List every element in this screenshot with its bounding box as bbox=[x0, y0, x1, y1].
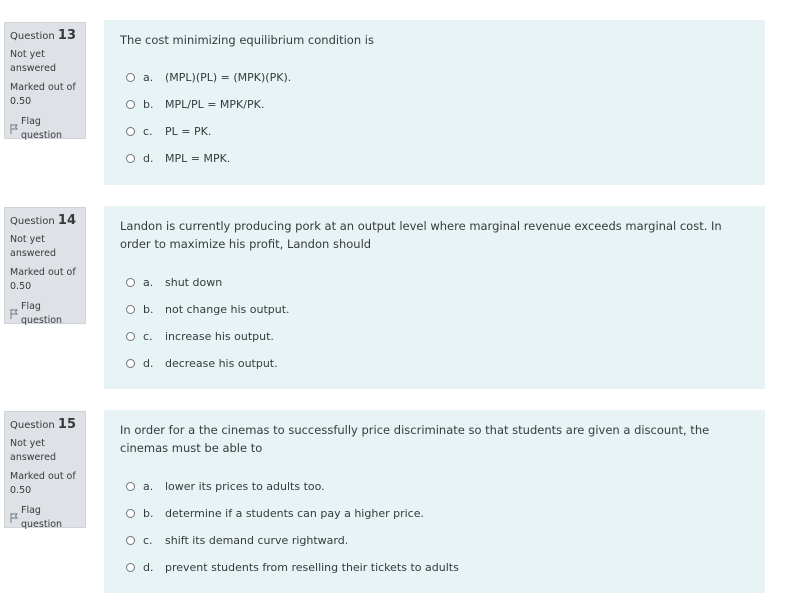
answer-option-c[interactable]: c. shift its demand curve rightward. bbox=[120, 527, 749, 554]
question-text: The cost minimizing equilibrium condition is bbox=[120, 33, 374, 47]
radio-button[interactable] bbox=[126, 100, 135, 109]
answer-option-c[interactable]: c. increase his output. bbox=[120, 323, 749, 350]
answer-option-d[interactable]: d. decrease his output. bbox=[120, 350, 749, 377]
question-info bbox=[4, 411, 86, 528]
answer-option-a[interactable]: a. lower its prices to adults too. bbox=[120, 473, 749, 500]
question-grade: Marked out of 0.50 bbox=[10, 471, 76, 496]
radio-button[interactable] bbox=[126, 127, 135, 136]
radio-button[interactable] bbox=[126, 73, 135, 82]
question-content bbox=[104, 410, 765, 593]
question-content bbox=[104, 20, 765, 185]
answer-option-a[interactable]: a. shut down bbox=[120, 269, 749, 296]
answer-option-b[interactable]: b. determine if a students can pay a higher price. bbox=[120, 500, 749, 527]
question-number: Question 14 bbox=[10, 213, 77, 228]
answer-option-c[interactable]: c. PL = PK. bbox=[120, 118, 749, 145]
radio-button[interactable] bbox=[126, 332, 135, 341]
answer-option-a[interactable]: a. (MPL)(PL) = (MPK)(PK). bbox=[120, 64, 749, 91]
question-state: Not yet answered bbox=[10, 234, 56, 259]
question-content bbox=[104, 206, 765, 389]
flag-question-link[interactable]: Flag question bbox=[10, 300, 85, 328]
question-info bbox=[4, 22, 86, 139]
question-info bbox=[4, 207, 86, 324]
answer-list bbox=[120, 64, 749, 172]
question-text: In order for a the cinemas to successfully price discriminate so that students are given a discount, the cinemas must be able to bbox=[120, 423, 710, 455]
flag-icon bbox=[10, 513, 18, 523]
question-grade: Marked out of 0.50 bbox=[10, 267, 76, 292]
question-text: Landon is currently producing pork at an output level where marginal revenue exceeds marginal cost. In order to maximize his profit, Landon should bbox=[120, 219, 722, 251]
radio-button[interactable] bbox=[126, 563, 135, 572]
radio-button[interactable] bbox=[126, 154, 135, 163]
radio-button[interactable] bbox=[126, 359, 135, 368]
answer-list bbox=[120, 473, 749, 581]
answer-option-d[interactable]: d. prevent students from reselling their tickets to adults bbox=[120, 554, 749, 581]
answer-option-b[interactable]: b. MPL/PL = MPK/PK. bbox=[120, 91, 749, 118]
answer-option-b[interactable]: b. not change his output. bbox=[120, 296, 749, 323]
question-number: Question 15 bbox=[10, 417, 77, 432]
radio-button[interactable] bbox=[126, 536, 135, 545]
radio-button[interactable] bbox=[126, 278, 135, 287]
radio-button[interactable] bbox=[126, 509, 135, 518]
question-state: Not yet answered bbox=[10, 438, 56, 463]
flag-icon bbox=[10, 309, 18, 319]
radio-button[interactable] bbox=[126, 305, 135, 314]
question-number: Question 13 bbox=[10, 28, 77, 43]
answer-option-d[interactable]: d. MPL = MPK. bbox=[120, 145, 749, 172]
radio-button[interactable] bbox=[126, 482, 135, 491]
flag-question-link[interactable]: Flag question bbox=[10, 115, 85, 143]
flag-icon bbox=[10, 124, 18, 134]
flag-question-link[interactable]: Flag question bbox=[10, 504, 85, 532]
question-state: Not yet answered bbox=[10, 49, 56, 74]
answer-list bbox=[120, 269, 749, 377]
question-grade: Marked out of 0.50 bbox=[10, 82, 76, 107]
